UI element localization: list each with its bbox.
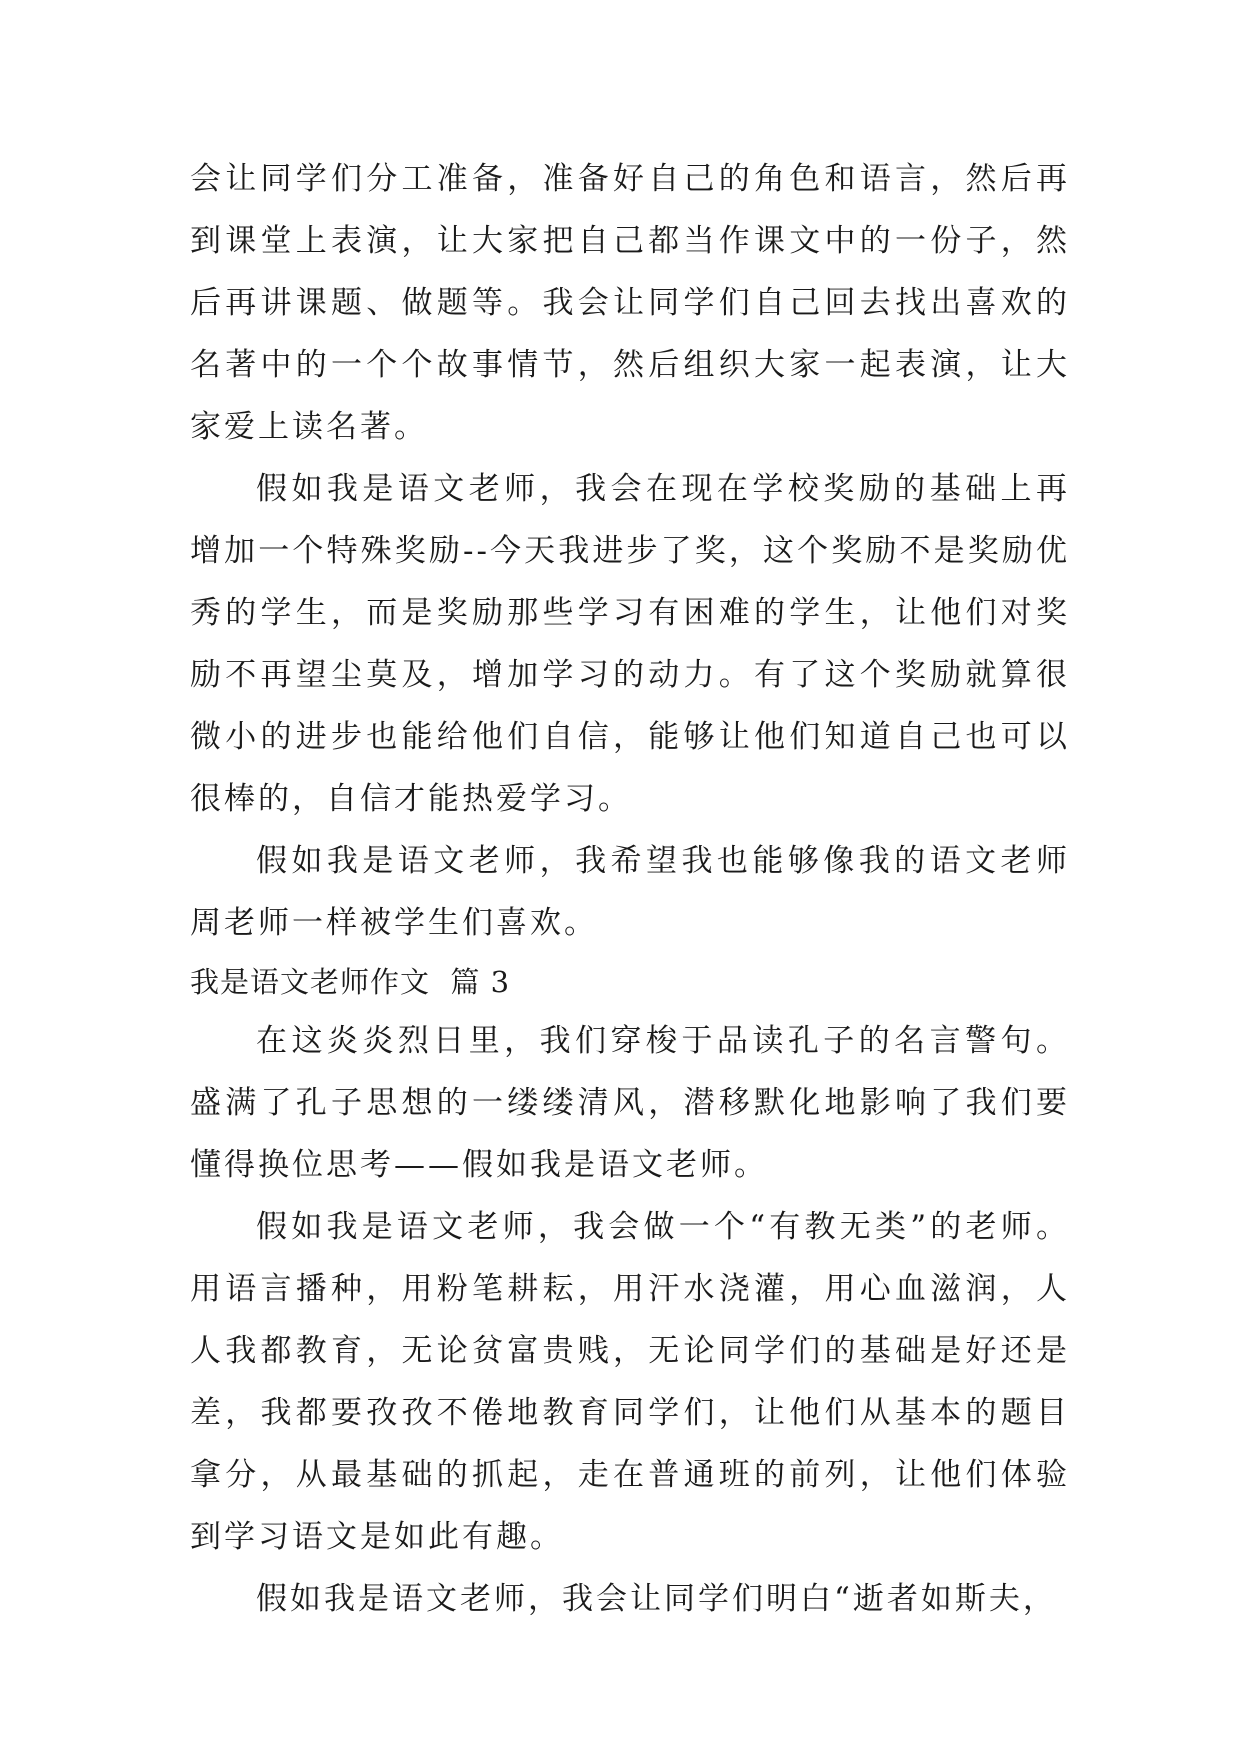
paragraph-4: 在这炎炎烈日里，我们穿梭于品读孔子的名言警句。盛满了孔子思想的一缕缕清风，潜移默化地影响了我们要懂得换位思考——假如我是语文老师。 bbox=[190, 1023, 1070, 1183]
document-body bbox=[190, 148, 1070, 1630]
paragraph-3: 假如我是语文老师，我希望我也能够像我的语文老师周老师一样被学生们喜欢。 bbox=[190, 843, 1070, 941]
section-heading: 我是语文老师作文 篇 3 bbox=[190, 965, 511, 999]
paragraph-5: 假如我是语文老师，我会做一个“有教无类”的老师。用语言播种，用粉笔耕耘，用汗水浇灌，用心血滋润，人人我都教育，无论贫富贵贱，无论同学们的基础是好还是差，我都要孜孜不倦地教育同学们，让他们从基本的题目拿分，从最基础的抓起，走在普通班的前列，让他们体验到学习语文是如此有趣。 bbox=[190, 1209, 1070, 1555]
paragraph-6: 假如我是语文老师，我会让同学们明白“逝者如斯夫， bbox=[256, 1581, 1057, 1617]
paragraph-1: 会让同学们分工准备，准备好自己的角色和语言，然后再到课堂上表演，让大家把自己都当作课文中的一份子，然后再讲课题、做题等。我会让同学们自己回去找出喜欢的名著中的一个个故事情节，然后组织大家一起表演，让大家爱上读名著。 bbox=[190, 161, 1070, 445]
paragraph-2: 假如我是语文老师，我会在现在学校奖励的基础上再增加一个特殊奖励--今天我进步了奖，这个奖励不是奖励优秀的学生，而是奖励那些学习有困难的学生，让他们对奖励不再望尘莫及，增加学习的动力。有了这个奖励就算很微小的进步也能给他们自信，能够让他们知道自己也可以很棒的，自信才能热爱学习。 bbox=[190, 471, 1070, 817]
